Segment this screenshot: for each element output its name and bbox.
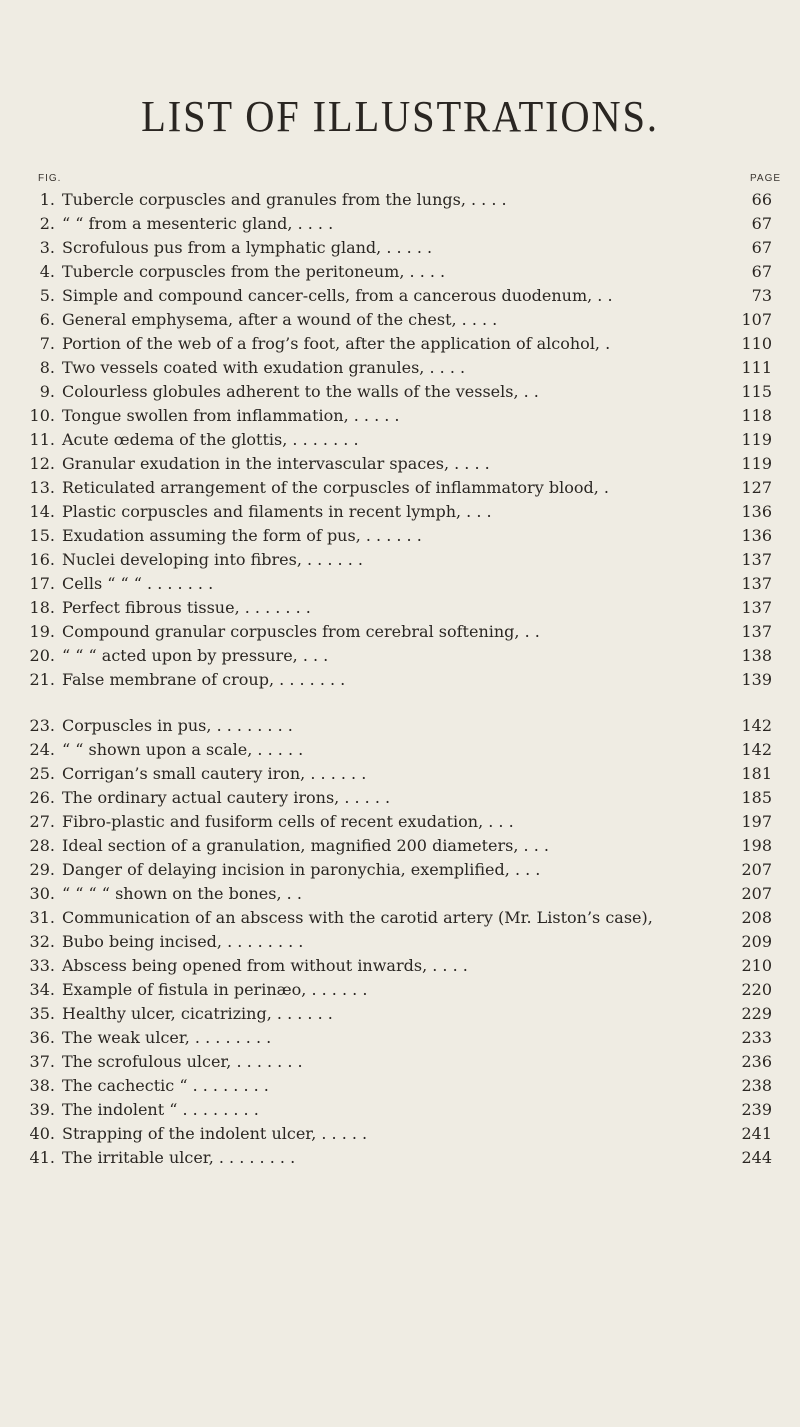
figure-caption: Tongue swollen from inflammation, . . . . . [62, 406, 400, 425]
figure-number: 12. [29, 454, 55, 473]
page-number: 136 [741, 502, 772, 521]
figure-number: 38. [29, 1076, 55, 1095]
figure-number: 41. [29, 1148, 55, 1167]
figure-number: 15. [29, 526, 55, 545]
figure-number: 36. [29, 1028, 55, 1047]
list-item [0, 786, 800, 810]
list-item [0, 236, 800, 260]
page-number: 111 [741, 358, 772, 377]
page-number: 238 [741, 1076, 772, 1095]
page-number: 142 [741, 716, 772, 735]
list-item [0, 452, 800, 476]
figure-number: 8. [39, 358, 55, 377]
figure-caption: Colourless globules adherent to the walls of the vessels, . . [62, 382, 539, 401]
figure-caption: Exudation assuming the form of pus, . . . . . . [62, 526, 422, 545]
list-item [0, 572, 800, 596]
page-number: 198 [741, 836, 772, 855]
page-number: 181 [741, 764, 772, 783]
figure-caption: Example of fistula in perinæo, . . . . . . [62, 980, 368, 999]
figure-number: 21. [29, 670, 55, 689]
figure-caption: The ordinary actual cautery irons, . . . . . [62, 788, 391, 807]
figure-number: 16. [29, 550, 55, 569]
figure-number: 13. [29, 478, 55, 497]
figure-number: 6. [39, 310, 55, 329]
figure-caption: The indolent “ . . . . . . . . [62, 1100, 259, 1119]
page-column-header: PAGE [750, 173, 782, 184]
list-item [0, 1122, 800, 1146]
list-item [0, 930, 800, 954]
figure-number: 10. [29, 406, 55, 425]
page-number: 136 [741, 526, 772, 545]
figure-caption: “ “ “ acted upon by pressure, . . . [62, 646, 329, 665]
figure-number: 17. [29, 574, 55, 593]
figure-caption: “ “ “ “ shown on the bones, . . [62, 884, 302, 903]
figure-caption: Perfect fibrous tissue, . . . . . . . [62, 598, 311, 617]
page-number: 137 [741, 574, 772, 593]
figure-caption: Strapping of the indolent ulcer, . . . . . [62, 1124, 368, 1143]
page-number: 197 [741, 812, 772, 831]
list-item [0, 284, 800, 308]
figure-caption: Bubo being incised, . . . . . . . . [62, 932, 304, 951]
fig-column-header: FIG. [38, 173, 62, 184]
figure-caption: Portion of the web of a frog’s foot, after the application of alcohol, . [62, 334, 611, 353]
page-number: 73 [751, 286, 772, 305]
page-number: 137 [741, 598, 772, 617]
page-number: 236 [741, 1052, 772, 1071]
list-item [0, 188, 800, 212]
figure-number: 33. [29, 956, 55, 975]
page-number: 208 [741, 908, 772, 927]
figure-number: 4. [39, 262, 55, 281]
page-number: 207 [741, 860, 772, 879]
page-number: 220 [741, 980, 772, 999]
figure-caption: Scrofulous pus from a lymphatic gland, . . . . . [62, 238, 433, 257]
figure-caption: Healthy ulcer, cicatrizing, . . . . . . [62, 1004, 333, 1023]
figure-caption: Acute œdema of the glottis, . . . . . . . [62, 430, 359, 449]
list-item [0, 356, 800, 380]
figure-number: 18. [29, 598, 55, 617]
page-number: 241 [741, 1124, 772, 1143]
list-item [0, 762, 800, 786]
list-item [0, 404, 800, 428]
list-item [0, 1098, 800, 1122]
figure-number: 27. [29, 812, 55, 831]
figure-caption: Ideal section of a granulation, magnified 200 diameters, . . . [62, 836, 549, 855]
list-item [0, 644, 800, 668]
figure-caption: Two vessels coated with exudation granules, . . . . [62, 358, 466, 377]
page-number: 207 [741, 884, 772, 903]
figure-caption: Danger of delaying incision in paronychia, exemplified, . . . [62, 860, 541, 879]
page-number: 115 [741, 382, 772, 401]
figure-number: 7. [39, 334, 55, 353]
page-number: 110 [741, 334, 772, 353]
page-number: 119 [741, 454, 772, 473]
page-number: 142 [741, 740, 772, 759]
figure-number: 11. [29, 430, 55, 449]
list-item [0, 212, 800, 236]
list-item [0, 524, 800, 548]
figure-caption: Abscess being opened from without inwards, . . . . [62, 956, 468, 975]
figure-number: 14. [29, 502, 55, 521]
list-item [0, 476, 800, 500]
figure-number: 37. [29, 1052, 55, 1071]
figure-caption: General emphysema, after a wound of the chest, . . . . [62, 310, 498, 329]
list-item [0, 332, 800, 356]
page-number: 139 [741, 670, 772, 689]
figure-caption: Nuclei developing into fibres, . . . . . . [62, 550, 363, 569]
page-number: 67 [751, 214, 772, 233]
figure-number: 24. [29, 740, 55, 759]
page-number: 66 [751, 190, 772, 209]
page-number: 107 [741, 310, 772, 329]
figure-number: 3. [39, 238, 55, 257]
list-item [0, 1074, 800, 1098]
figure-caption: “ “ shown upon a scale, . . . . . [62, 740, 304, 759]
page-number: 229 [741, 1004, 772, 1023]
figure-number: 23. [29, 716, 55, 735]
list-item [0, 596, 800, 620]
figure-number: 31. [29, 908, 55, 927]
figure-caption: The cachectic “ . . . . . . . . [62, 1076, 269, 1095]
figure-caption: False membrane of croup, . . . . . . . [62, 670, 346, 689]
list-item [0, 978, 800, 1002]
figure-number: 29. [29, 860, 55, 879]
figure-caption: Fibro-plastic and fusiform cells of recent exudation, . . . [62, 812, 514, 831]
figure-number: 34. [29, 980, 55, 999]
list-item [0, 714, 800, 738]
page-number: 185 [741, 788, 772, 807]
list-item [0, 1026, 800, 1050]
figure-caption: Reticulated arrangement of the corpuscles of inflammatory blood, . [62, 478, 609, 497]
list-item [0, 308, 800, 332]
page-number: 137 [741, 550, 772, 569]
list-item [0, 738, 800, 762]
page-number: 67 [751, 238, 772, 257]
list-item [0, 834, 800, 858]
figure-caption: Cells “ “ “ . . . . . . . [62, 574, 214, 593]
page-number: 233 [741, 1028, 772, 1047]
figure-caption: Corpuscles in pus, . . . . . . . . [62, 716, 293, 735]
figure-number: 9. [39, 382, 55, 401]
list-item [0, 906, 800, 930]
figure-number: 28. [29, 836, 55, 855]
page-number: 137 [741, 622, 772, 641]
figure-number: 19. [29, 622, 55, 641]
figure-number: 25. [29, 764, 55, 783]
list-item [0, 882, 800, 906]
figure-number: 26. [29, 788, 55, 807]
figure-caption: The irritable ulcer, . . . . . . . . [62, 1148, 296, 1167]
list-item [0, 1146, 800, 1170]
page-number: 210 [741, 956, 772, 975]
page-number: 239 [741, 1100, 772, 1119]
page-number: 244 [741, 1148, 772, 1167]
list-item [0, 1050, 800, 1074]
list-item [0, 1002, 800, 1026]
figure-caption: Tubercle corpuscles and granules from the lungs, . . . . [62, 190, 507, 209]
figure-caption: “ “ from a mesenteric gland, . . . . [62, 214, 334, 233]
page-number: 127 [741, 478, 772, 497]
figure-caption: The weak ulcer, . . . . . . . . [62, 1028, 272, 1047]
list-item [0, 668, 800, 692]
list-item [0, 428, 800, 452]
figure-number: 2. [39, 214, 55, 233]
figure-caption: The scrofulous ulcer, . . . . . . . [62, 1052, 303, 1071]
figure-number: 1. [39, 190, 55, 209]
figure-number: 32. [29, 932, 55, 951]
figure-number: 5. [39, 286, 55, 305]
page-number: 209 [741, 932, 772, 951]
figure-number: 35. [29, 1004, 55, 1023]
figure-caption: Tubercle corpuscles from the peritoneum, . . . . [62, 262, 446, 281]
figure-caption: Compound granular corpuscles from cerebral softening, . . [62, 622, 540, 641]
list-item [0, 380, 800, 404]
list-item [0, 548, 800, 572]
figure-number: 40. [29, 1124, 55, 1143]
page-number: 138 [741, 646, 772, 665]
figure-number: 39. [29, 1100, 55, 1119]
figure-number: 30. [29, 884, 55, 903]
figure-caption: Corrigan’s small cautery iron, . . . . . . [62, 764, 367, 783]
page-number: 118 [741, 406, 772, 425]
figure-caption: Plastic corpuscles and filaments in recent lymph, . . . [62, 502, 492, 521]
list-item [0, 260, 800, 284]
list-item [0, 810, 800, 834]
figure-caption: Communication of an abscess with the carotid artery (Mr. Liston’s case), [62, 908, 653, 927]
figure-caption: Simple and compound cancer-cells, from a cancerous duodenum, . . [62, 286, 613, 305]
figure-number: 20. [29, 646, 55, 665]
figure-caption: Granular exudation in the intervascular spaces, . . . . [62, 454, 490, 473]
page-number: 119 [741, 430, 772, 449]
list-item [0, 858, 800, 882]
list-item [0, 620, 800, 644]
list-item [0, 954, 800, 978]
page-title: LIST OF ILLUSTRATIONS. [141, 92, 659, 142]
page-number: 67 [751, 262, 772, 281]
list-item [0, 500, 800, 524]
